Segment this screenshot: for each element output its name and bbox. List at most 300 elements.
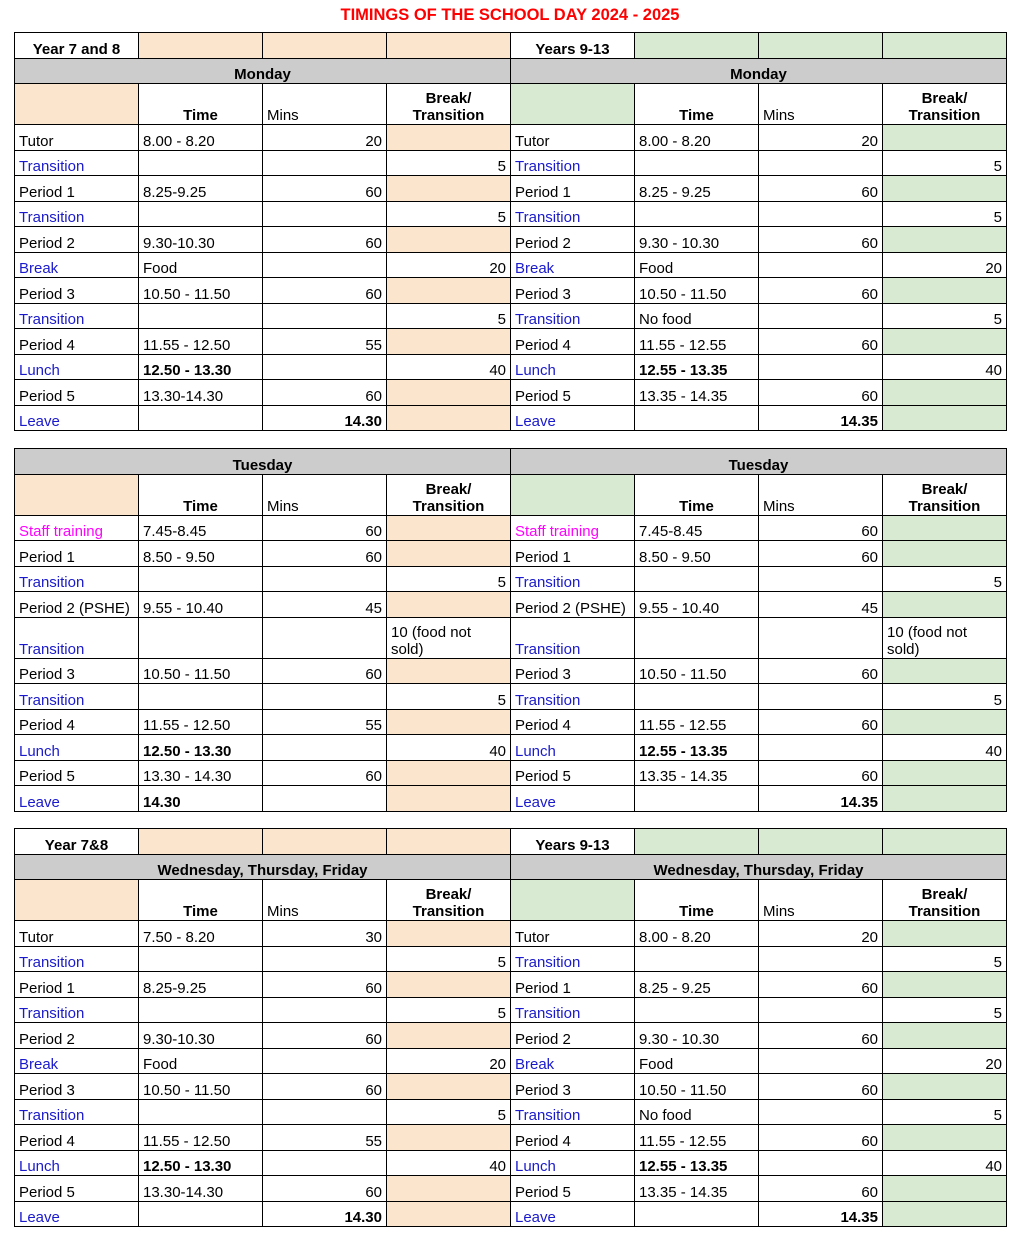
wtf-rows bbox=[15, 921, 1007, 1227]
time-cell bbox=[139, 150, 263, 176]
activity-cell: Transition bbox=[511, 946, 635, 972]
activity-cell: Period 5 bbox=[15, 1176, 139, 1202]
activity-cell: Tutor bbox=[511, 125, 635, 151]
time-cell: 13.30 - 14.30 bbox=[139, 760, 263, 786]
schedule-row bbox=[15, 566, 1007, 592]
break-cell: 5 bbox=[387, 997, 511, 1023]
break-cell: 5 bbox=[883, 997, 1007, 1023]
time-cell: Food bbox=[635, 1048, 759, 1074]
time-cell bbox=[139, 201, 263, 227]
time-cell: 10.50 - 11.50 bbox=[139, 1074, 263, 1100]
time-cell: 12.55 - 13.35 bbox=[635, 1150, 759, 1176]
mins-cell bbox=[759, 1048, 883, 1074]
mins-cell bbox=[263, 252, 387, 278]
time-cell: Food bbox=[139, 252, 263, 278]
time-cell: 7.50 - 8.20 bbox=[139, 921, 263, 947]
time-cell: 8.25-9.25 bbox=[139, 972, 263, 998]
time-cell: 13.30-14.30 bbox=[139, 1176, 263, 1202]
mins-cell: 60 bbox=[759, 515, 883, 541]
time-cell: 10.50 - 11.50 bbox=[139, 278, 263, 304]
time-cell: 8.50 - 9.50 bbox=[139, 541, 263, 567]
break-cell: 5 bbox=[883, 684, 1007, 710]
mins-header: Mins bbox=[263, 474, 387, 515]
mins-cell: 60 bbox=[263, 176, 387, 202]
activity-cell: Transition bbox=[15, 1099, 139, 1125]
mins-cell bbox=[263, 735, 387, 761]
mins-cell: 14.30 bbox=[263, 405, 387, 431]
time-cell: 10.50 - 11.50 bbox=[635, 278, 759, 304]
break-cell bbox=[883, 658, 1007, 684]
activity-cell: Period 1 bbox=[511, 541, 635, 567]
activity-cell: Leave bbox=[511, 405, 635, 431]
schedule-row bbox=[15, 592, 1007, 618]
activity-cell: Transition bbox=[15, 997, 139, 1023]
mins-cell: 60 bbox=[759, 1074, 883, 1100]
break-cell: 20 bbox=[883, 1048, 1007, 1074]
time-cell: 11.55 - 12.55 bbox=[635, 329, 759, 355]
mins-cell: 20 bbox=[759, 921, 883, 947]
time-cell bbox=[139, 997, 263, 1023]
time-cell: 13.35 - 14.35 bbox=[635, 1176, 759, 1202]
mins-cell: 60 bbox=[759, 972, 883, 998]
activity-cell: Lunch bbox=[511, 354, 635, 380]
activity-cell: Transition bbox=[15, 150, 139, 176]
time-cell bbox=[139, 1099, 263, 1125]
schedule-row bbox=[15, 1023, 1007, 1049]
activity-cell: Transition bbox=[511, 1099, 635, 1125]
schedule-row bbox=[15, 1125, 1007, 1151]
schedule-row bbox=[15, 1176, 1007, 1202]
activity-cell: Period 2 (PSHE) bbox=[15, 592, 139, 618]
junior-year-label: Year 7 and 8 bbox=[15, 33, 139, 59]
break-cell bbox=[387, 329, 511, 355]
time-cell: 8.25 - 9.25 bbox=[635, 176, 759, 202]
mins-cell: 45 bbox=[263, 592, 387, 618]
schedule-row bbox=[15, 405, 1007, 431]
break-cell bbox=[883, 592, 1007, 618]
mins-cell: 60 bbox=[263, 1023, 387, 1049]
activity-cell: Period 2 bbox=[511, 227, 635, 253]
break-header: Break/ Transition bbox=[883, 84, 1007, 125]
mins-cell: 45 bbox=[759, 592, 883, 618]
activity-cell: Leave bbox=[511, 1201, 635, 1227]
mins-header: Mins bbox=[263, 84, 387, 125]
break-cell bbox=[387, 786, 511, 812]
time-cell bbox=[635, 946, 759, 972]
activity-cell: Break bbox=[15, 1048, 139, 1074]
activity-cell: Period 5 bbox=[511, 760, 635, 786]
mins-cell bbox=[759, 566, 883, 592]
activity-cell: Transition bbox=[15, 303, 139, 329]
schedule-row bbox=[15, 354, 1007, 380]
activity-cell: Period 1 bbox=[15, 176, 139, 202]
mins-cell bbox=[263, 303, 387, 329]
break-cell bbox=[387, 380, 511, 406]
day-label: Monday bbox=[15, 58, 511, 84]
schedule-row bbox=[15, 541, 1007, 567]
mins-cell: 60 bbox=[759, 709, 883, 735]
break-cell bbox=[387, 760, 511, 786]
mins-cell bbox=[263, 617, 387, 658]
tuesday-table bbox=[14, 448, 1007, 812]
break-cell: 40 bbox=[387, 1150, 511, 1176]
time-header: Time bbox=[139, 474, 263, 515]
activity-cell: Period 5 bbox=[511, 1176, 635, 1202]
mins-cell bbox=[759, 997, 883, 1023]
activity-cell: Break bbox=[511, 1048, 635, 1074]
time-cell: 11.55 - 12.50 bbox=[139, 329, 263, 355]
schedule-row bbox=[15, 150, 1007, 176]
mins-cell: 60 bbox=[759, 176, 883, 202]
time-cell: 8.25 - 9.25 bbox=[635, 972, 759, 998]
activity-cell: Lunch bbox=[15, 735, 139, 761]
time-cell: 8.00 - 8.20 bbox=[139, 125, 263, 151]
activity-cell: Staff training bbox=[511, 515, 635, 541]
activity-cell: Leave bbox=[15, 1201, 139, 1227]
break-cell bbox=[883, 125, 1007, 151]
column-header-row bbox=[15, 474, 1007, 515]
break-cell: 40 bbox=[883, 735, 1007, 761]
activity-cell: Period 3 bbox=[15, 1074, 139, 1100]
activity-cell: Period 2 (PSHE) bbox=[511, 592, 635, 618]
break-cell bbox=[387, 405, 511, 431]
mins-cell bbox=[263, 684, 387, 710]
activity-cell: Period 1 bbox=[511, 176, 635, 202]
time-cell: 8.50 - 9.50 bbox=[635, 541, 759, 567]
mins-cell: 30 bbox=[263, 921, 387, 947]
activity-cell: Break bbox=[15, 252, 139, 278]
activity-cell: Lunch bbox=[15, 354, 139, 380]
break-cell bbox=[387, 227, 511, 253]
mins-cell: 60 bbox=[263, 760, 387, 786]
break-cell bbox=[387, 125, 511, 151]
activity-cell: Lunch bbox=[15, 1150, 139, 1176]
time-cell: 8.25-9.25 bbox=[139, 176, 263, 202]
activity-cell: Period 4 bbox=[511, 709, 635, 735]
break-cell bbox=[883, 329, 1007, 355]
schedule-row bbox=[15, 176, 1007, 202]
time-header: Time bbox=[139, 84, 263, 125]
mins-cell: 60 bbox=[759, 760, 883, 786]
time-cell: 12.55 - 13.35 bbox=[635, 735, 759, 761]
break-cell: 5 bbox=[387, 150, 511, 176]
break-header: Break/ Transition bbox=[387, 880, 511, 921]
time-cell: 11.55 - 12.50 bbox=[139, 709, 263, 735]
activity-cell: Transition bbox=[511, 617, 635, 658]
schedule-row bbox=[15, 1048, 1007, 1074]
break-cell bbox=[387, 176, 511, 202]
activity-cell: Leave bbox=[15, 405, 139, 431]
time-cell bbox=[139, 946, 263, 972]
activity-cell: Transition bbox=[511, 997, 635, 1023]
break-cell: 5 bbox=[883, 946, 1007, 972]
mins-cell: 55 bbox=[263, 329, 387, 355]
activity-cell: Transition bbox=[511, 303, 635, 329]
activity-cell: Lunch bbox=[511, 735, 635, 761]
time-header: Time bbox=[635, 880, 759, 921]
activity-cell: Period 4 bbox=[511, 1125, 635, 1151]
activity-cell: Period 4 bbox=[15, 709, 139, 735]
mins-cell: 14.30 bbox=[263, 1201, 387, 1227]
schedule-row bbox=[15, 1201, 1007, 1227]
break-cell: 5 bbox=[387, 303, 511, 329]
schedule-row bbox=[15, 735, 1007, 761]
mins-cell bbox=[759, 354, 883, 380]
time-cell: 9.55 - 10.40 bbox=[635, 592, 759, 618]
time-header: Time bbox=[139, 880, 263, 921]
schedule-row bbox=[15, 709, 1007, 735]
activity-cell: Period 2 bbox=[15, 1023, 139, 1049]
break-cell: 5 bbox=[387, 684, 511, 710]
mins-cell bbox=[759, 201, 883, 227]
activity-cell: Transition bbox=[511, 150, 635, 176]
day-header-row bbox=[15, 58, 1007, 84]
mins-cell: 60 bbox=[263, 1074, 387, 1100]
mins-cell: 60 bbox=[263, 972, 387, 998]
break-header: Break/ Transition bbox=[883, 880, 1007, 921]
page-title: TIMINGS OF THE SCHOOL DAY 2024 - 2025 bbox=[340, 6, 680, 24]
break-cell: 5 bbox=[883, 150, 1007, 176]
year-group-row bbox=[15, 829, 1007, 855]
mins-cell bbox=[263, 1150, 387, 1176]
column-header-row bbox=[15, 880, 1007, 921]
time-cell bbox=[635, 150, 759, 176]
break-cell: 20 bbox=[883, 252, 1007, 278]
break-cell: 5 bbox=[883, 1099, 1007, 1125]
break-cell bbox=[883, 1023, 1007, 1049]
activity-cell: Lunch bbox=[511, 1150, 635, 1176]
day-header-row bbox=[15, 854, 1007, 880]
activity-cell: Period 2 bbox=[511, 1023, 635, 1049]
break-cell bbox=[883, 1201, 1007, 1227]
break-cell bbox=[883, 541, 1007, 567]
schedule-row bbox=[15, 227, 1007, 253]
activity-cell: Leave bbox=[511, 786, 635, 812]
time-cell: 10.50 - 11.50 bbox=[139, 658, 263, 684]
time-cell: 13.35 - 14.35 bbox=[635, 760, 759, 786]
mins-cell: 60 bbox=[759, 329, 883, 355]
time-cell: 11.55 - 12.55 bbox=[635, 709, 759, 735]
time-cell bbox=[635, 997, 759, 1023]
time-cell bbox=[635, 684, 759, 710]
time-cell bbox=[139, 1201, 263, 1227]
time-cell: 9.55 - 10.40 bbox=[139, 592, 263, 618]
mins-cell bbox=[263, 1048, 387, 1074]
mins-cell: 60 bbox=[759, 541, 883, 567]
mins-header: Mins bbox=[759, 474, 883, 515]
activity-cell: Transition bbox=[15, 946, 139, 972]
break-cell bbox=[387, 541, 511, 567]
mins-cell bbox=[263, 150, 387, 176]
time-cell: 8.00 - 8.20 bbox=[635, 921, 759, 947]
schedule-row bbox=[15, 1150, 1007, 1176]
break-cell bbox=[883, 1074, 1007, 1100]
activity-cell: Staff training bbox=[15, 515, 139, 541]
schedule-row bbox=[15, 329, 1007, 355]
mins-cell bbox=[263, 566, 387, 592]
activity-cell: Transition bbox=[15, 566, 139, 592]
mins-cell: 55 bbox=[263, 1125, 387, 1151]
break-cell: 40 bbox=[883, 1150, 1007, 1176]
mins-cell bbox=[759, 735, 883, 761]
mins-header: Mins bbox=[759, 84, 883, 125]
break-cell bbox=[387, 972, 511, 998]
time-cell: No food bbox=[635, 1099, 759, 1125]
mins-cell: 60 bbox=[759, 1125, 883, 1151]
time-cell: 12.50 - 13.30 bbox=[139, 1150, 263, 1176]
break-cell: 5 bbox=[387, 566, 511, 592]
mins-cell: 60 bbox=[263, 380, 387, 406]
schedule-row bbox=[15, 972, 1007, 998]
activity-cell: Transition bbox=[15, 684, 139, 710]
time-cell bbox=[635, 566, 759, 592]
year-group-row bbox=[15, 33, 1007, 59]
mins-cell bbox=[759, 303, 883, 329]
activity-cell: Period 2 bbox=[15, 227, 139, 253]
schedule-row bbox=[15, 786, 1007, 812]
day-label: Wednesday, Thursday, Friday bbox=[15, 854, 511, 880]
break-cell bbox=[883, 278, 1007, 304]
activity-cell: Tutor bbox=[15, 921, 139, 947]
break-cell bbox=[883, 227, 1007, 253]
schedule-row bbox=[15, 617, 1007, 658]
break-cell: 40 bbox=[387, 354, 511, 380]
activity-cell: Leave bbox=[15, 786, 139, 812]
schedule-row bbox=[15, 278, 1007, 304]
mins-cell bbox=[759, 684, 883, 710]
break-cell: 5 bbox=[883, 201, 1007, 227]
activity-cell: Period 5 bbox=[15, 380, 139, 406]
mins-cell bbox=[263, 354, 387, 380]
mins-cell bbox=[759, 150, 883, 176]
mins-header: Mins bbox=[263, 880, 387, 921]
mins-cell bbox=[759, 1099, 883, 1125]
mins-cell bbox=[263, 786, 387, 812]
time-cell: 7.45-8.45 bbox=[635, 515, 759, 541]
mins-cell: 20 bbox=[759, 125, 883, 151]
schedule-row bbox=[15, 125, 1007, 151]
mins-cell: 60 bbox=[759, 278, 883, 304]
time-cell: 7.45-8.45 bbox=[139, 515, 263, 541]
time-cell: No food bbox=[635, 303, 759, 329]
break-cell bbox=[883, 1176, 1007, 1202]
break-header: Break/ Transition bbox=[387, 84, 511, 125]
schedule-row bbox=[15, 684, 1007, 710]
activity-cell: Period 1 bbox=[511, 972, 635, 998]
time-cell: 12.55 - 13.35 bbox=[635, 354, 759, 380]
schedule-row bbox=[15, 303, 1007, 329]
break-cell: 20 bbox=[387, 252, 511, 278]
schedule-row bbox=[15, 946, 1007, 972]
mins-cell: 60 bbox=[263, 658, 387, 684]
time-cell: 11.55 - 12.50 bbox=[139, 1125, 263, 1151]
break-cell bbox=[387, 658, 511, 684]
mins-cell bbox=[759, 1150, 883, 1176]
mins-cell: 60 bbox=[759, 658, 883, 684]
day-label: Monday bbox=[511, 58, 1007, 84]
day-header-row bbox=[15, 449, 1007, 475]
mins-cell: 60 bbox=[263, 278, 387, 304]
break-header: Break/ Transition bbox=[883, 474, 1007, 515]
junior-year-label: Year 7&8 bbox=[15, 829, 139, 855]
break-cell bbox=[387, 592, 511, 618]
time-cell bbox=[139, 303, 263, 329]
mins-cell: 60 bbox=[759, 227, 883, 253]
break-cell bbox=[387, 921, 511, 947]
tuesday-rows bbox=[15, 515, 1007, 811]
activity-cell: Period 1 bbox=[15, 541, 139, 567]
break-cell: 40 bbox=[883, 354, 1007, 380]
time-cell: Food bbox=[635, 252, 759, 278]
time-cell: 9.30 - 10.30 bbox=[635, 1023, 759, 1049]
break-cell bbox=[387, 1201, 511, 1227]
break-cell bbox=[883, 515, 1007, 541]
break-cell: 5 bbox=[387, 1099, 511, 1125]
mins-cell: 14.35 bbox=[759, 1201, 883, 1227]
monday-rows bbox=[15, 125, 1007, 431]
break-cell: 20 bbox=[387, 1048, 511, 1074]
time-cell bbox=[635, 617, 759, 658]
break-cell bbox=[883, 760, 1007, 786]
time-header: Time bbox=[635, 474, 759, 515]
time-cell: 11.55 - 12.55 bbox=[635, 1125, 759, 1151]
mins-cell: 60 bbox=[263, 1176, 387, 1202]
activity-cell: Period 3 bbox=[511, 1074, 635, 1100]
time-cell: 12.50 - 13.30 bbox=[139, 354, 263, 380]
mins-cell bbox=[759, 252, 883, 278]
schedule-row bbox=[15, 997, 1007, 1023]
time-cell bbox=[139, 566, 263, 592]
schedule-row bbox=[15, 658, 1007, 684]
time-cell: 9.30-10.30 bbox=[139, 1023, 263, 1049]
mins-cell: 20 bbox=[263, 125, 387, 151]
break-cell bbox=[387, 278, 511, 304]
time-cell bbox=[139, 405, 263, 431]
schedule-row bbox=[15, 760, 1007, 786]
time-cell: 9.30-10.30 bbox=[139, 227, 263, 253]
day-label: Wednesday, Thursday, Friday bbox=[511, 854, 1007, 880]
column-header-row bbox=[15, 84, 1007, 125]
time-cell: 8.00 - 8.20 bbox=[635, 125, 759, 151]
break-cell bbox=[387, 1176, 511, 1202]
schedule-row bbox=[15, 1074, 1007, 1100]
break-cell bbox=[387, 1023, 511, 1049]
break-cell bbox=[883, 1125, 1007, 1151]
break-cell bbox=[883, 786, 1007, 812]
break-cell bbox=[883, 176, 1007, 202]
monday-table bbox=[14, 32, 1007, 431]
mins-cell bbox=[263, 946, 387, 972]
time-cell: 9.30 - 10.30 bbox=[635, 227, 759, 253]
activity-cell: Period 4 bbox=[15, 329, 139, 355]
time-cell bbox=[139, 684, 263, 710]
time-cell bbox=[635, 405, 759, 431]
time-cell: 10.50 - 11.50 bbox=[635, 1074, 759, 1100]
break-header: Break/ Transition bbox=[387, 474, 511, 515]
activity-cell: Transition bbox=[511, 684, 635, 710]
mins-header: Mins bbox=[759, 880, 883, 921]
time-header: Time bbox=[635, 84, 759, 125]
activity-cell: Tutor bbox=[511, 921, 635, 947]
activity-cell: Period 1 bbox=[15, 972, 139, 998]
mins-cell bbox=[759, 946, 883, 972]
time-cell: 13.30-14.30 bbox=[139, 380, 263, 406]
schedule-row bbox=[15, 201, 1007, 227]
break-cell: 40 bbox=[387, 735, 511, 761]
activity-cell: Transition bbox=[15, 201, 139, 227]
mins-cell: 60 bbox=[759, 1176, 883, 1202]
break-cell bbox=[387, 709, 511, 735]
